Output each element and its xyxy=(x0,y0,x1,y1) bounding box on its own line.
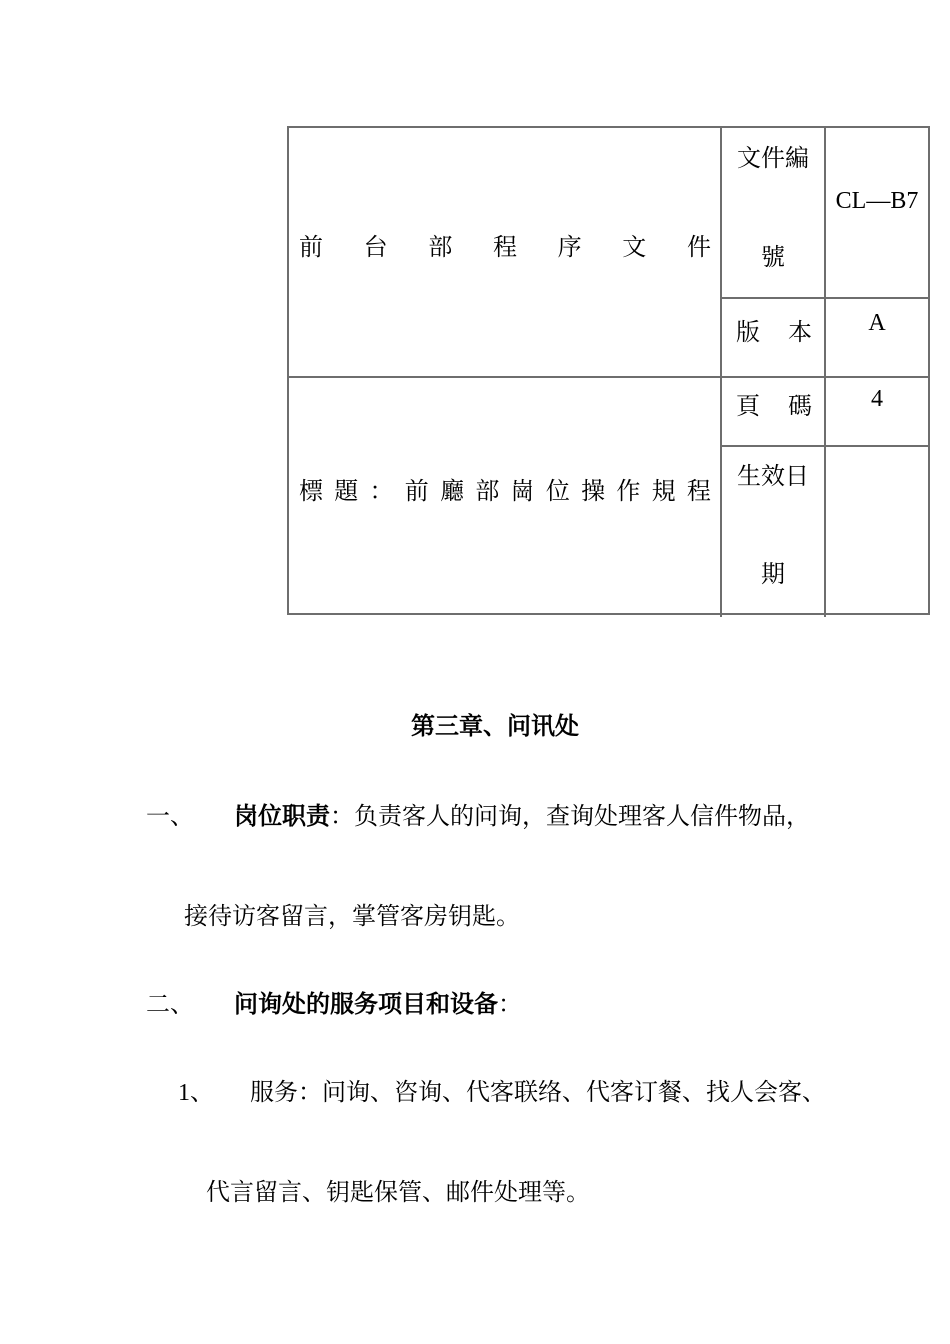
subject-char: 廳 xyxy=(440,476,465,505)
section-1-line2: 接待访客留言，掌管客房钥匙。 xyxy=(184,902,520,930)
section-colon: ： xyxy=(330,802,354,830)
section-heading: 岗位职责 xyxy=(234,801,330,830)
document-header-table xyxy=(287,126,930,615)
effective-date-label-line2: 期 xyxy=(761,562,785,588)
version-value: A xyxy=(868,310,886,336)
subject-char: 作 xyxy=(616,476,641,505)
page-label xyxy=(736,386,812,420)
subsection-number: 1、 xyxy=(178,1080,214,1106)
subject-char: 前 xyxy=(404,476,429,505)
section-2-line1 xyxy=(146,984,522,1019)
section-number: 二、 xyxy=(146,990,194,1018)
doc-no-label-line1: 文件編 xyxy=(737,144,809,172)
effective-date-value xyxy=(826,508,928,542)
effective-date-label-line1: 生效日 xyxy=(737,464,809,490)
page-label-char: 碼 xyxy=(788,391,812,420)
version-label-char: 本 xyxy=(788,317,812,346)
department-title-char: 台 xyxy=(363,232,388,261)
subject-char: 操 xyxy=(581,476,606,505)
subject-char: 標 xyxy=(299,476,323,505)
doc-no-label-line2: 號 xyxy=(761,243,785,271)
chapter-title: 第三章、问讯处 xyxy=(411,711,579,740)
subject-char: 崗 xyxy=(510,476,535,505)
section-colon: ： xyxy=(498,990,522,1018)
divider xyxy=(722,376,928,378)
subsection-1-line2: 代言留言、钥匙保管、邮件处理等。 xyxy=(206,1178,590,1206)
divider xyxy=(722,297,928,299)
subject-char: 程 xyxy=(686,476,711,505)
subject-char: 部 xyxy=(475,476,500,505)
divider xyxy=(289,376,722,378)
subsection-text: 服务：问询、咨询、代客联络、代客订餐、找人会客、 xyxy=(250,1078,826,1106)
doc-no-value: CL—B7 xyxy=(835,188,919,214)
department-title-char: 部 xyxy=(428,232,453,261)
version-label xyxy=(736,312,812,346)
divider xyxy=(722,445,928,447)
section-number: 一、 xyxy=(146,802,194,830)
department-title-char: 前 xyxy=(299,232,323,261)
subsection-1-line1 xyxy=(178,1072,826,1107)
department-title-char: 件 xyxy=(686,232,711,261)
department-title-char: 文 xyxy=(622,232,647,261)
section-text: 负责客人的问询，查询处理客人信件物品， xyxy=(354,802,810,830)
divider xyxy=(720,128,722,617)
department-title-char: 程 xyxy=(492,232,517,261)
version-label-char: 版 xyxy=(736,317,760,346)
department-title-char: 序 xyxy=(557,232,582,261)
document-subject xyxy=(299,470,711,506)
subject-char: 規 xyxy=(651,476,676,505)
subject-char: 位 xyxy=(545,476,570,505)
page-value: 4 xyxy=(871,386,883,412)
section-1-line1 xyxy=(146,796,810,831)
section-heading: 问询处的服务项目和设备 xyxy=(234,989,498,1018)
page-label-char: 頁 xyxy=(736,391,760,420)
subject-char: 題 xyxy=(334,476,359,505)
subject-char: ： xyxy=(369,476,394,505)
department-title xyxy=(299,226,711,262)
